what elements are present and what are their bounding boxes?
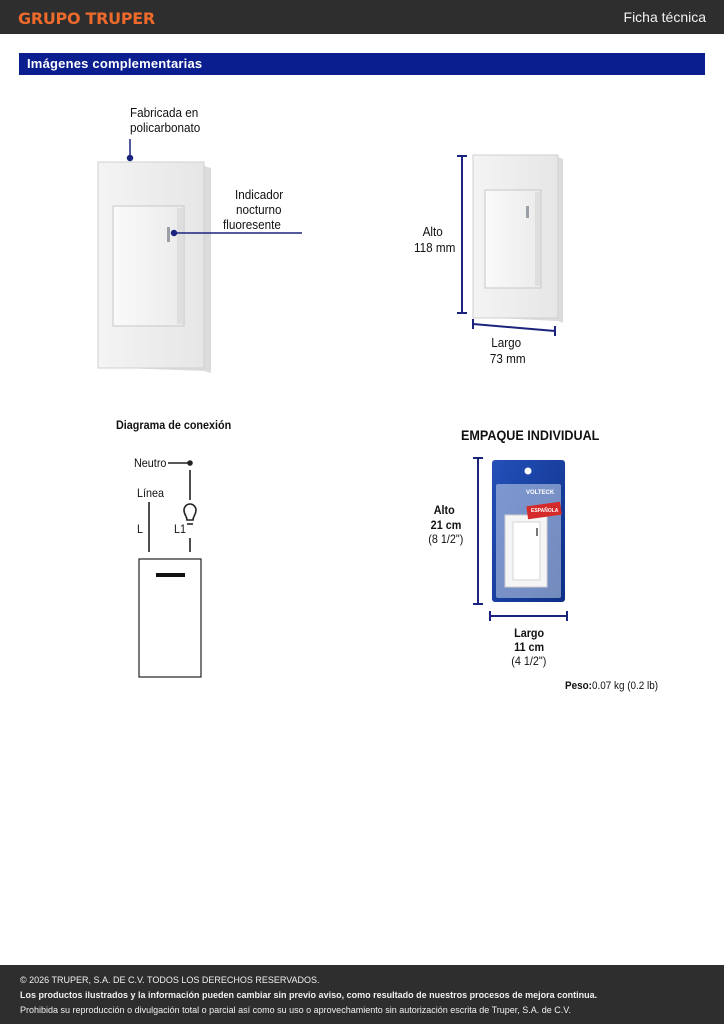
package-length-in: (4 1/2") (511, 654, 547, 668)
package-image (492, 460, 565, 602)
package-height-cm: 21 cm (430, 518, 462, 532)
switch-plate-large (98, 162, 211, 373)
terminal-l-label: L (137, 522, 144, 536)
weight-label: Peso: (565, 680, 592, 692)
brand-logo: GRUPO TRUPER (18, 9, 155, 28)
package-height-in: (8 1/2") (428, 532, 464, 546)
indicator-label-line2: nocturno (236, 202, 282, 217)
section-title: Imágenes complementarias (27, 56, 203, 71)
footer-prohibition: Prohibida su reproducción o divulgación total o parcial así como su uso o aprovechamiento sin autorización escrita de Truper, S.A. de C.V. (20, 1005, 571, 1015)
product-height-label: Alto (422, 224, 443, 239)
line-label: Línea (137, 486, 165, 500)
package-height-label: Alto (433, 503, 455, 517)
weight-value: 0.07 kg (0.2 lb) (592, 680, 659, 692)
package-length-label: Largo (514, 626, 545, 640)
package-length-cm: 11 cm (514, 640, 545, 654)
footer-copyright: © 2026 TRUPER, S.A. DE C.V. TODOS LOS DERECHOS RESERVADOS. (20, 975, 320, 985)
wiring-title: Diagrama de conexión (116, 418, 232, 432)
package-title: EMPAQUE INDIVIDUAL (461, 427, 600, 443)
package-brand: VOLTECK (526, 490, 555, 496)
terminal-l1-label: L1 (174, 522, 187, 536)
package-tag: ESPAÑOLA (531, 508, 559, 514)
neutral-label: Neutro (134, 456, 167, 470)
product-length-value: 73 mm (489, 351, 526, 366)
indicator-label-line1: Indicador (235, 187, 284, 202)
material-label-line1: Fabricada en (130, 105, 199, 120)
switch-plate-dimensions (473, 155, 563, 323)
footer-notice: Los productos ilustrados y la información pueden cambiar sin previo aviso, como resultado de nuestros procesos de mejora continua. (20, 990, 598, 1000)
material-label-line2: policarbonato (130, 120, 201, 135)
document-type: Ficha técnica (623, 9, 706, 25)
product-length-label: Largo (491, 335, 522, 350)
indicator-label-line3: fluoresente (223, 217, 281, 232)
product-height-value: 118 mm (414, 240, 456, 255)
footer (0, 965, 724, 1024)
night-indicator (167, 227, 170, 242)
